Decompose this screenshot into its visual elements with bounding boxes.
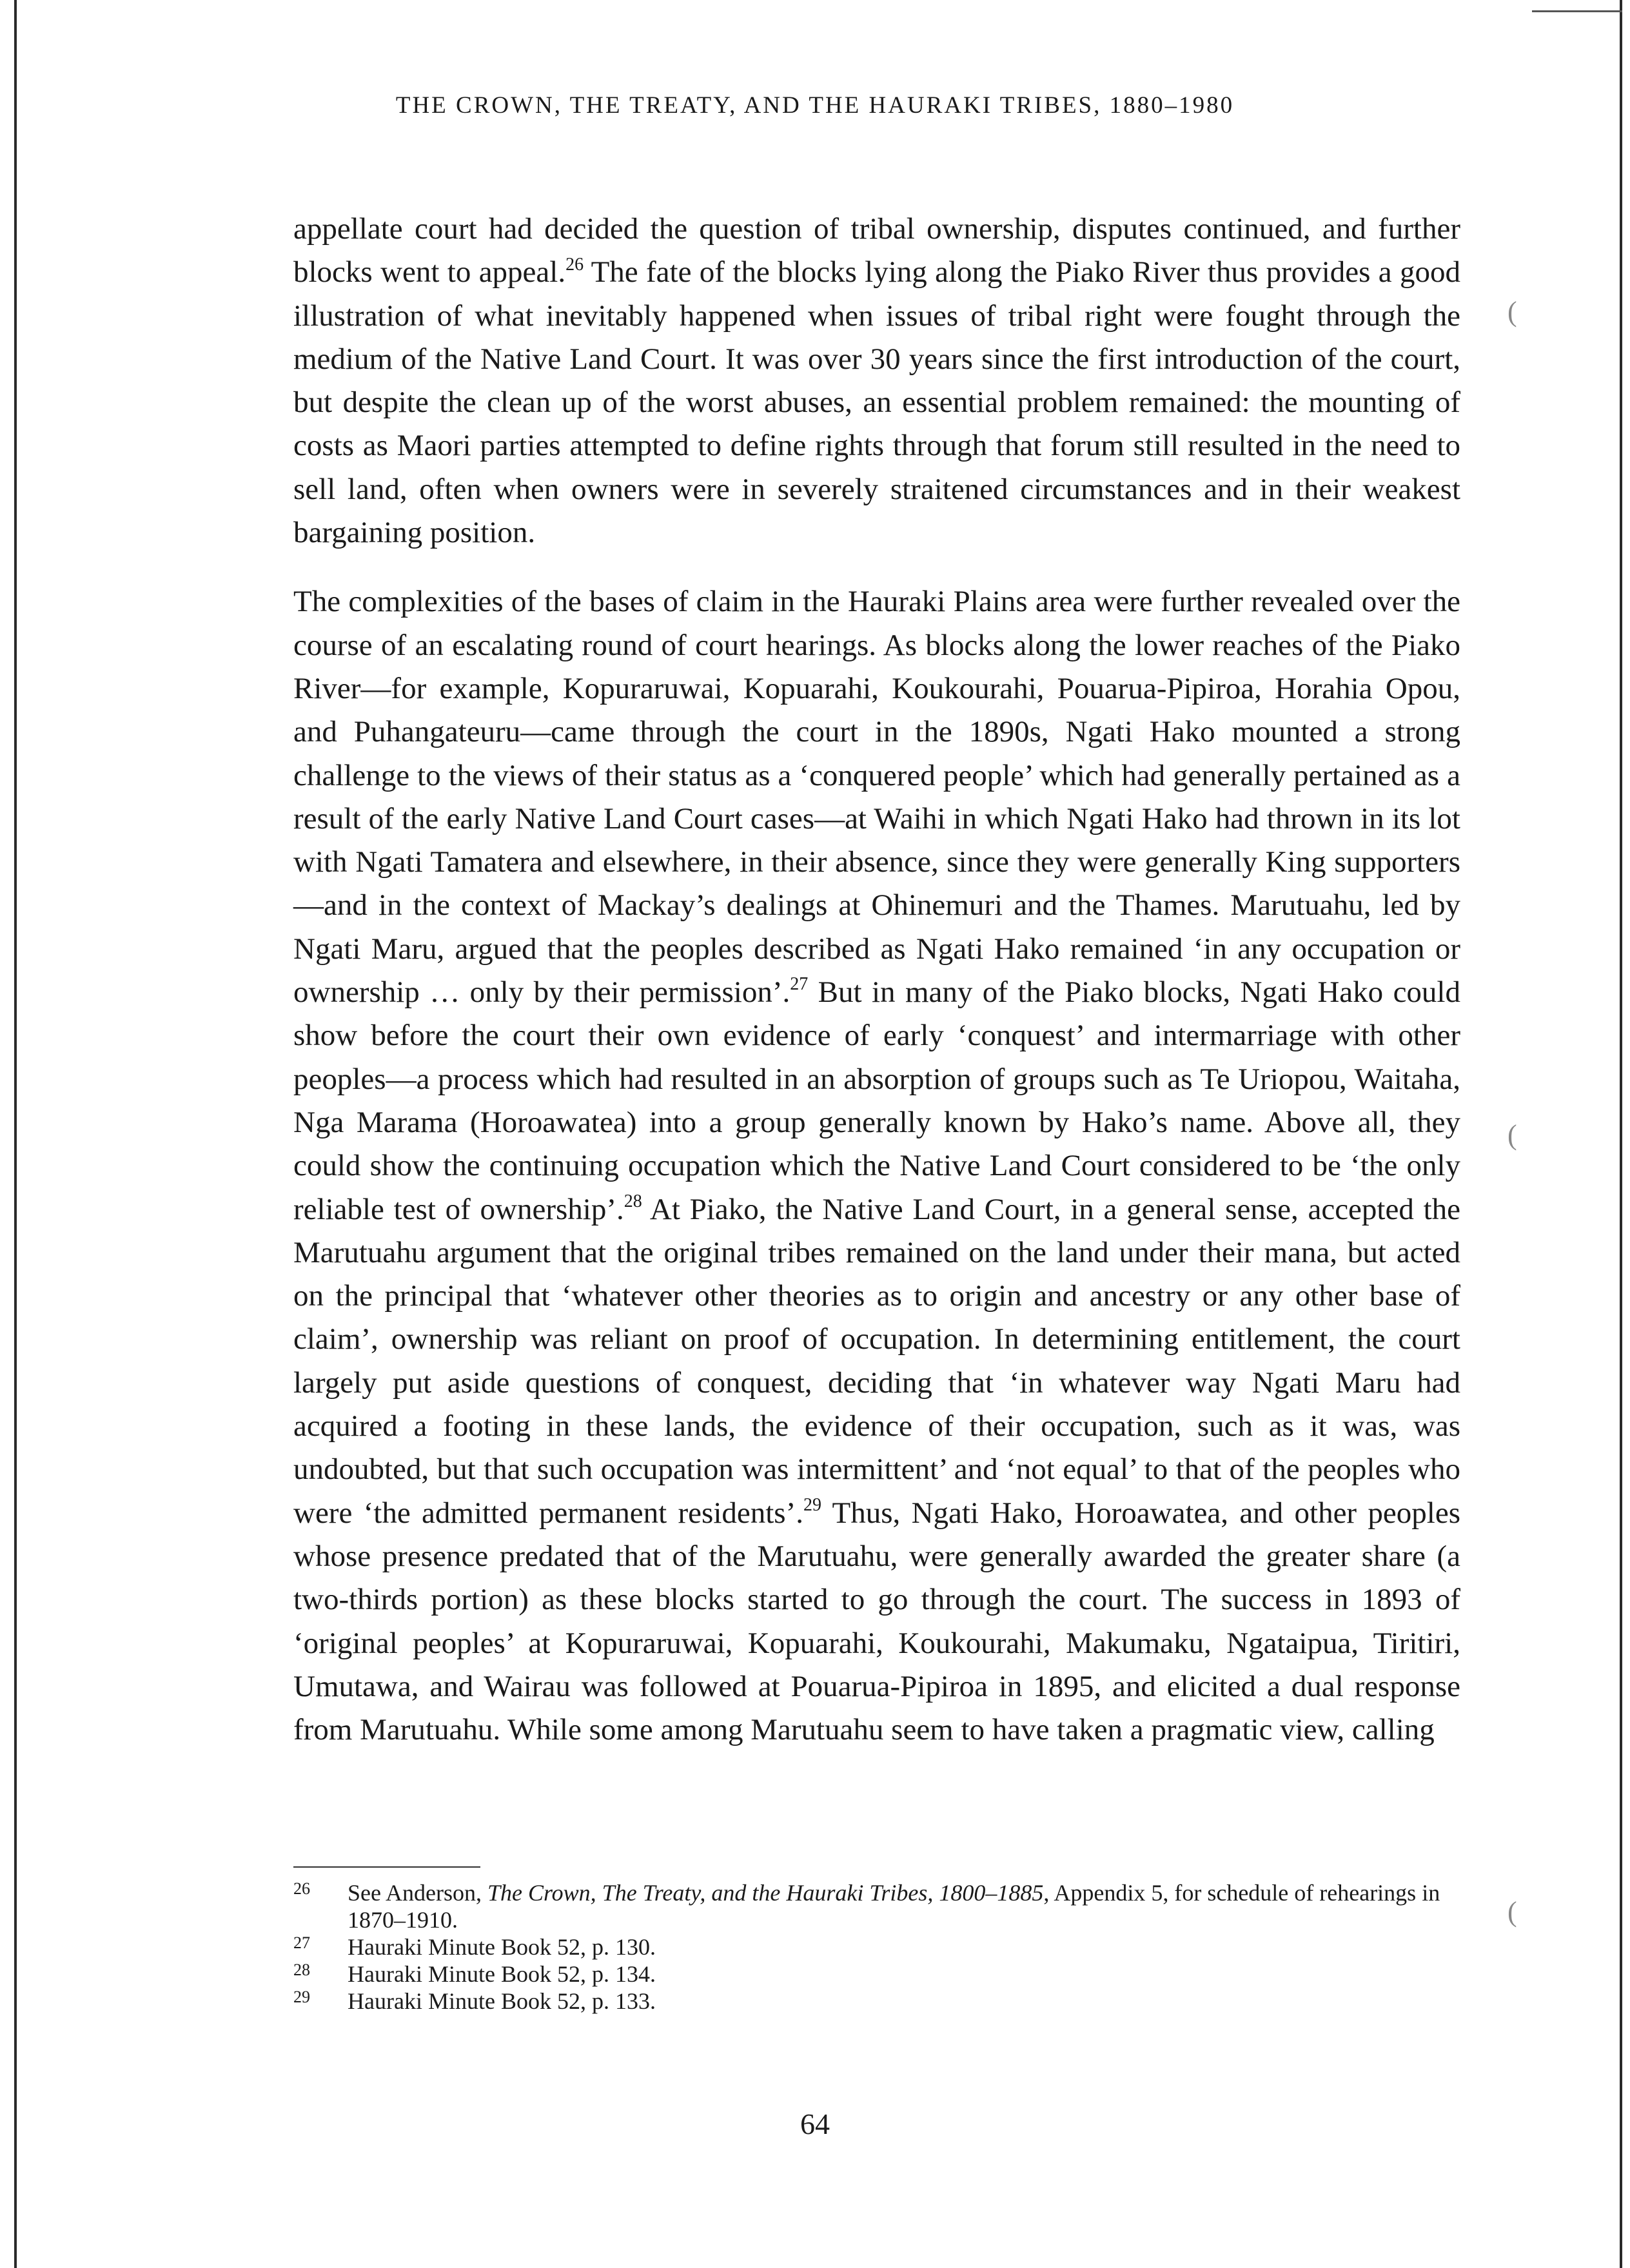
paragraph-text: appellate court had decided the question of tribal ownership, disputes continued, and further blocks went to appeal.	[293, 212, 1460, 289]
footnote-number: 27	[293, 1933, 310, 1952]
footnote-ref[interactable]: 28	[624, 1191, 642, 1211]
footnote-text	[348, 1933, 1460, 1960]
footnote-text	[348, 1879, 1460, 1933]
scan-edge-top	[1532, 10, 1622, 12]
body-paragraph	[293, 208, 1460, 554]
footnote-text	[348, 1988, 1460, 2015]
footnote-ref[interactable]: 26	[565, 254, 584, 275]
footnote-26	[293, 1879, 1460, 1933]
footnote-text-part: Hauraki Minute Book 52, p. 133.	[348, 1988, 656, 2014]
paragraph-text: The complexities of the bases of claim in the Hauraki Plains area were further revealed over the course of an escalating round of court hearings. As blocks along the lower reaches of the Piako River—for example, Kopuraruwai, Kopuarahi, Koukourahi, Pouarua-Pipiroa, Horahia Opou, and Puhangateuru—came through the court in the 1890s, Ngati Hako mounted a strong challenge to the views of their status as a ‘conquered people’ which had generally pertained as a result of the early Native Land Court cases—at Waihi in which Ngati Hako had thrown in its lot with Ngati Tamatera and elsewhere, in their absence, since they were generally King supporters—and in the context of Mackay’s dealings at Ohinemuri and the Thames. Marutuahu, led by Ngati Maru, argued that the peoples described as Ngati Hako remained ‘in any occupation or ownership … only by their permission’.	[293, 585, 1460, 1010]
paragraph-text: Thus, Ngati Hako, Horoawatea, and other peoples whose presence predated that of the Marutuahu, were generally awarded the greater share (a two-thirds portion) as these blocks started to go through the court. The success in 1893 of ‘original peoples’ at Kopuraruwai, Kopuarahi, Koukourahi, Makumaku, Ngataipua, Tiritiri, Umutawa, and Wairau was followed at Pouarua-Pipiroa in 1895, and elicited a dual response from Marutuahu. While some among Marutuahu seem to have taken a pragmatic view, calling	[293, 1496, 1460, 1747]
paragraph-text: But in many of the Piako blocks, Ngati Hako could show before the court their own evidence of early ‘conquest’ and intermarriage with other peoples—a process which had resulted in an absorption of groups such as Te Uriopou, Waitaha, Nga Marama (Horoawatea) into a group generally known by Hako’s name. Above all, they could show the continuing occupation which the Native Land Court considered to be ‘the only reliable test of ownership’.	[293, 975, 1460, 1226]
paragraph-text: At Piako, the Native Land Court, in a general sense, accepted the Marutuahu argument that the original tribes remained on the land under their mana, but acted on the principal that ‘whatever other theories as to origin and ancestry or any other base of claim’, ownership was reliant on proof of occupation. In determining entitlement, the court largely put aside questions of conquest, deciding that ‘in whatever way Ngati Maru had acquired a footing in these lands, the evidence of their occupation, such as it was, was undoubted, but that such occupation was intermittent’ and ‘not equal’ to that of the peoples who were ‘the admitted permanent residents’.	[293, 1192, 1461, 1530]
footnote-text-part: See Anderson,	[348, 1880, 487, 1906]
margin-bracket-mark: (	[1507, 296, 1517, 327]
footnote-number: 29	[293, 1988, 310, 2006]
body-text	[293, 208, 1460, 1777]
footnote-text-part: , Appendix 5, for schedule of rehearings in 1870–1910.	[348, 1880, 1440, 1933]
footnote-text	[348, 1960, 1460, 1988]
running-head: THE CROWN, THE TREATY, AND THE HAURAKI TRIBES, 1880–1980	[395, 92, 1235, 119]
footnote-27	[293, 1933, 1460, 1960]
paragraph-text: The fate of the blocks lying along the Piako River thus provides a good illustration of what inevitably happened when issues of tribal right were fought through the medium of the Native Land Court. It was over 30 years since the first introduction of the court, but despite the clean up of the worst abuses, an essential problem remained: the mounting of costs as Maori parties attempted to define rights through that forum still resulted in the need to sell land, often when owners were in severely straitened circumstances and in their weakest bargaining position.	[293, 255, 1460, 550]
page-number: 64	[800, 2107, 830, 2140]
footnote-ref[interactable]: 29	[803, 1494, 821, 1515]
footnote-rule	[293, 1866, 480, 1868]
footnote-title: The Crown, The Treaty, and the Hauraki Tribes, 1800–1885	[487, 1880, 1044, 1906]
footnote-number: 26	[293, 1879, 310, 1898]
scan-edge-right	[1620, 0, 1622, 2268]
footnote-number: 28	[293, 1960, 310, 1979]
footnotes	[293, 1879, 1460, 2015]
footnote-29	[293, 1988, 1460, 2015]
margin-bracket-mark: (	[1507, 1896, 1517, 1928]
body-paragraph	[293, 580, 1460, 1752]
footnote-ref[interactable]: 27	[790, 974, 809, 995]
scan-edge-left	[14, 0, 17, 2268]
footnote-text-part: Hauraki Minute Book 52, p. 134.	[348, 1961, 656, 1987]
margin-bracket-mark: (	[1507, 1119, 1517, 1151]
footnote-28	[293, 1960, 1460, 1988]
footnote-text-part: Hauraki Minute Book 52, p. 130.	[348, 1934, 656, 1960]
